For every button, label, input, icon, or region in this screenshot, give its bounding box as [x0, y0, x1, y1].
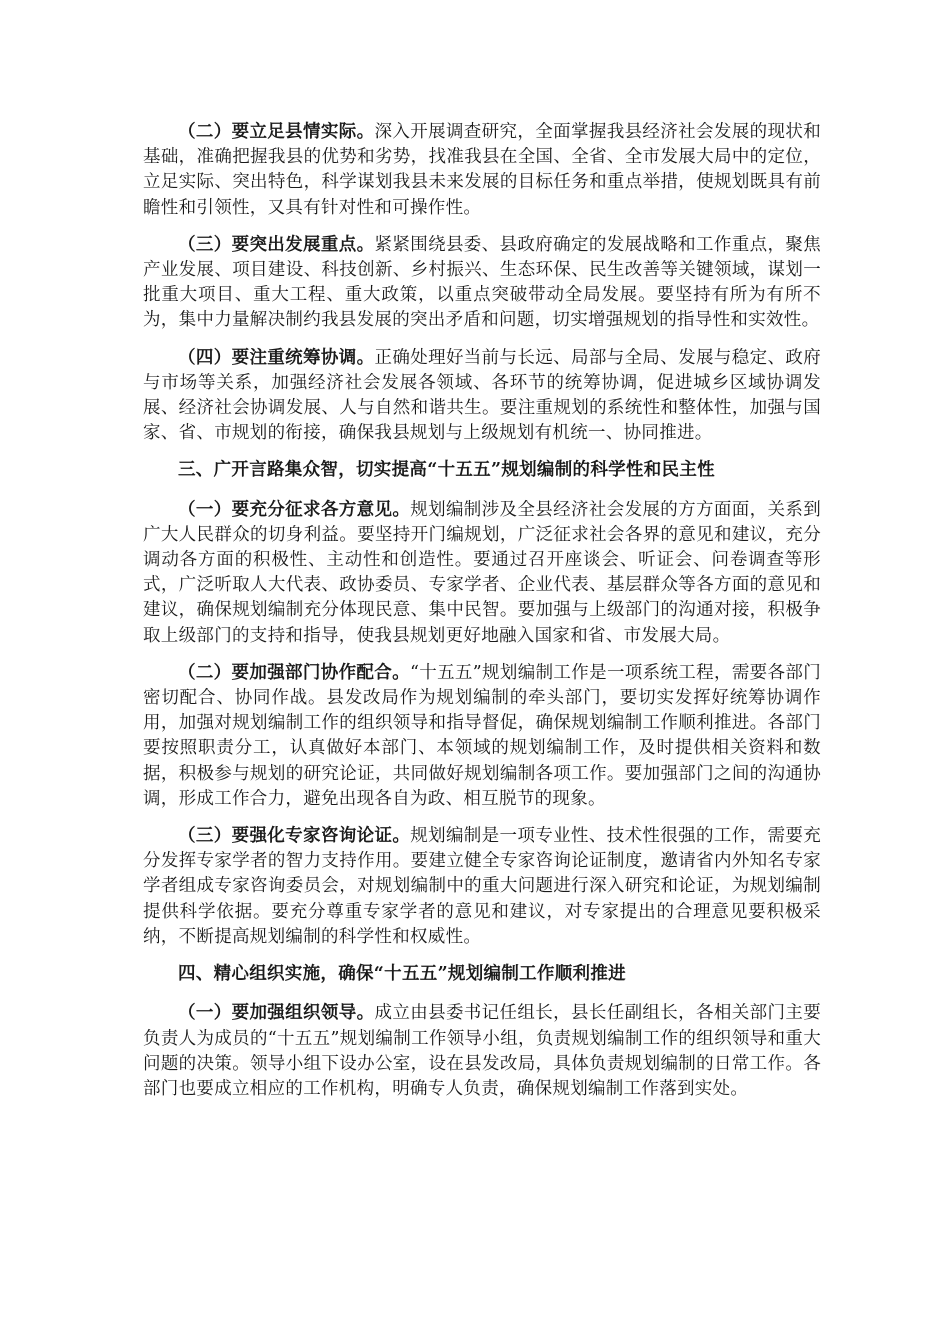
paragraph-4-1	[143, 1001, 821, 1102]
paragraph-3-1	[143, 498, 821, 649]
paragraph-body: 规划编制涉及全县经济社会发展的方方面面，关系到广大人民群众的切身利益。要坚持开门编规划，广泛征求社会各界的意见和建议，充分调动各方面的积极性、主动性和创造性。要通过召开座谈会、听证会、问卷调查等形式，广泛听取人大代表、政协委员、专家学者、企业代表、基层群众等各方面的意见和建议，确保规划编制充分体现民意、集中民智。要加强与上级部门的沟通对接，积极争取上级部门的支持和指导，使我县规划更好地融入国家和省、市发展大局。	[143, 499, 821, 646]
paragraph-3-2	[143, 661, 821, 812]
paragraph-body: “十五五”规划编制工作是一项系统工程，需要各部门密切配合、协同作战。县发改局作为规划编制的牵头部门，要切实发挥好统筹协调作用，加强对规划编制工作的组织领导和指导督促，确保规划编制工作顺利推进。各部门要按照职责分工，认真做好本部门、本领域的规划编制工作，及时提供相关资料和数据，积极参与规划的研究论证，共同做好规划编制各项工作。要加强部门之间的沟通协调，形成工作合力，避免出现各自为政、相互脱节的现象。	[143, 662, 822, 809]
section-title-3: 三、广开言路集众智，切实提高“十五五”规划编制的科学性和民主性	[178, 460, 715, 481]
paragraph-heading: （二）要立足县情实际。	[178, 122, 375, 142]
paragraph-body: 成立由县委书记任组长，县长任副组长，各相关部门主要负责人为成员的“十五五”规划编制工作领导小组，负责规划编制工作的组织领导和重大问题的决策。领导小组下设办公室，设在县发改局，具体负责规划编制的日常工作。各部门也要成立相应的工作机构，明确专人负责，确保规划编制工作落到实处。	[143, 1003, 821, 1099]
document-page	[143, 120, 821, 1114]
paragraph-3-3	[143, 824, 821, 950]
paragraph-body: 紧紧围绕县委、县政府确定的发展战略和工作重点，聚焦产业发展、项目建设、科技创新、乡村振兴、生态环保、民生改善等关键领域，谋划一批重大项目、重大工程、重大政策，以重点突破带动全局发展。要坚持有所为有所不为，集中力量解决制约我县发展的突出矛盾和问题，切实增强规划的指导性和实效性。	[143, 234, 821, 331]
section-title-4: 四、精心组织实施，确保“十五五”规划编制工作顺利推进	[178, 964, 626, 985]
paragraph-heading: （一）要加强组织领导。	[178, 1003, 375, 1024]
paragraph-body: 深入开展调查研究，全面掌握我县经济社会发展的现状和基础，准确把握我县的优势和劣势，找准我县在全国、全省、全市发展大局中的定位，立足实际、突出特色，科学谋划我县未来发展的目标任务和重点举措，使规划既具有前瞻性和引领性，又具有针对性和可操作性。	[143, 122, 821, 218]
paragraph-body: 规划编制是一项专业性、技术性很强的工作，需要充分发挥专家学者的智力支持作用。要建立健全专家咨询论证制度，邀请省内外知名专家学者组成专家咨询委员会，对规划编制中的重大问题进行深入研究和论证，为规划编制提供科学依据。要充分尊重专家学者的意见和建议，对专家提出的合理意见要积极采纳，不断提高规划编制的科学性和权威性。	[143, 826, 821, 947]
paragraph-2-2	[143, 120, 821, 221]
paragraph-2-4	[143, 346, 821, 447]
paragraph-body: 正确处理好当前与长远、局部与全局、发展与稳定、政府与市场等关系，加强经济社会发展各领域、各环节的统筹协调，促进城乡区域协调发展、经济社会协调发展、人与自然和谐共生。要注重规划的系统性和整体性，加强与国家、省、市规划的衔接，确保我县规划与上级规划有机统一、协同推进。	[143, 347, 821, 444]
paragraph-heading: （四）要注重统筹协调。	[178, 347, 375, 368]
paragraph-heading: （一）要充分征求各方意见。	[178, 499, 411, 520]
paragraph-heading: （三）要突出发展重点。	[178, 234, 375, 255]
paragraph-heading: （二）要加强部门协作配合。	[178, 662, 410, 683]
paragraph-heading: （三）要强化专家咨询论证。	[178, 826, 411, 847]
paragraph-2-3	[143, 233, 821, 334]
